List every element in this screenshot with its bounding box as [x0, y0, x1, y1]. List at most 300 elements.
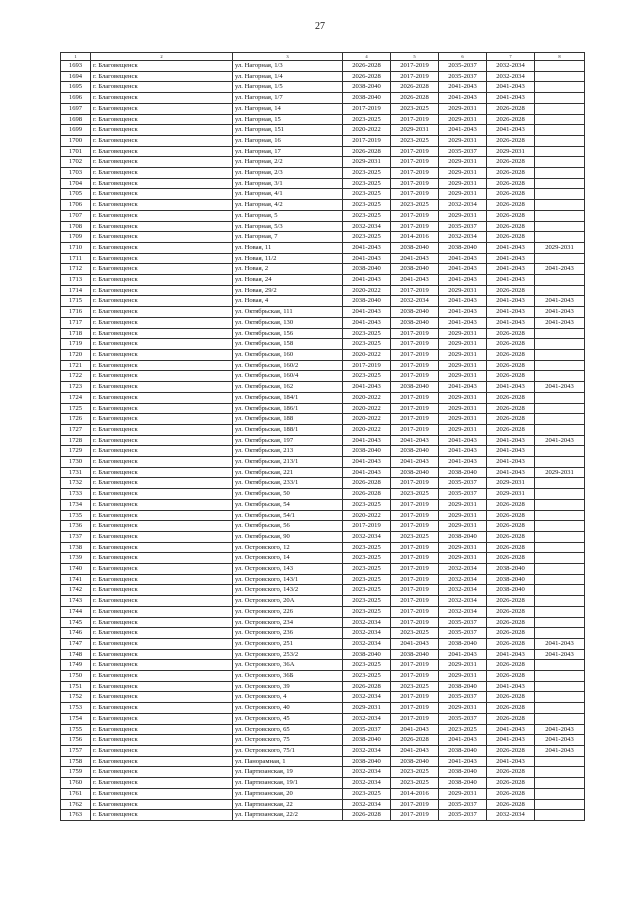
city-cell: г. Благовещенск [91, 360, 233, 371]
period-cell: 2017-2019 [391, 371, 439, 382]
period-cell: 2026-2028 [343, 681, 391, 692]
period-cell: 2026-2028 [487, 232, 535, 243]
period-cell: 2038-2040 [391, 382, 439, 393]
address-cell: ул. Островского, 234 [233, 617, 343, 628]
city-cell: г. Благовещенск [91, 328, 233, 339]
city-cell: г. Благовещенск [91, 810, 233, 821]
period-cell: 2041-2043 [391, 746, 439, 757]
period-cell: 2026-2028 [487, 628, 535, 639]
period-cell: 2029-2031 [439, 189, 487, 200]
period-cell: 2023-2025 [343, 328, 391, 339]
table-row [61, 671, 585, 682]
period-cell: 2023-2025 [439, 724, 487, 735]
period-cell: 2026-2028 [487, 510, 535, 521]
period-cell: 2038-2040 [439, 767, 487, 778]
period-cell: 2017-2019 [391, 671, 439, 682]
period-cell: 2032-2034 [343, 746, 391, 757]
table-row [61, 628, 585, 639]
row-number: 1699 [61, 125, 91, 136]
period-cell: 2041-2043 [439, 82, 487, 93]
period-cell: 2041-2043 [343, 242, 391, 253]
period-cell: 2029-2031 [439, 371, 487, 382]
period-cell: 2020-2022 [343, 285, 391, 296]
period-cell: 2023-2025 [343, 542, 391, 553]
address-cell: ул. Нагорная, 151 [233, 125, 343, 136]
period-cell: 2029-2031 [439, 339, 487, 350]
period-cell [535, 542, 585, 553]
period-cell: 2020-2022 [343, 424, 391, 435]
row-number: 1744 [61, 606, 91, 617]
period-cell [535, 168, 585, 179]
period-cell: 2020-2022 [343, 392, 391, 403]
period-cell: 2017-2019 [391, 414, 439, 425]
row-number: 1700 [61, 135, 91, 146]
period-cell: 2032-2034 [439, 574, 487, 585]
period-cell: 2026-2028 [487, 403, 535, 414]
period-cell: 2029-2031 [439, 178, 487, 189]
table-row [61, 435, 585, 446]
table-row [61, 521, 585, 532]
period-cell: 2023-2025 [391, 135, 439, 146]
period-cell [535, 71, 585, 82]
table-row [61, 114, 585, 125]
row-number: 1754 [61, 713, 91, 724]
period-cell: 2017-2019 [391, 349, 439, 360]
period-cell: 2020-2022 [343, 403, 391, 414]
address-cell: ул. Островского, 45 [233, 713, 343, 724]
row-number: 1718 [61, 328, 91, 339]
period-cell: 2041-2043 [439, 756, 487, 767]
address-cell: ул. Нагорная, 1/5 [233, 82, 343, 93]
period-cell: 2023-2025 [343, 339, 391, 350]
period-cell: 2023-2025 [343, 564, 391, 575]
table-row [61, 606, 585, 617]
table-row [61, 499, 585, 510]
address-cell: ул. Октябрьская, 221 [233, 467, 343, 478]
address-cell: ул. Нагорная, 4/1 [233, 189, 343, 200]
period-cell: 2026-2028 [487, 392, 535, 403]
period-cell [535, 521, 585, 532]
period-cell: 2029-2031 [439, 360, 487, 371]
row-number: 1737 [61, 531, 91, 542]
address-cell: ул. Нагорная, 1/4 [233, 71, 343, 82]
city-cell: г. Благовещенск [91, 735, 233, 746]
table-row [61, 596, 585, 607]
city-cell: г. Благовещенск [91, 457, 233, 468]
row-number: 1703 [61, 168, 91, 179]
period-cell: 2032-2034 [343, 713, 391, 724]
table-row [61, 146, 585, 157]
row-number: 1729 [61, 446, 91, 457]
table-row [61, 253, 585, 264]
period-cell [535, 681, 585, 692]
period-cell: 2041-2043 [439, 457, 487, 468]
city-cell: г. Благовещенск [91, 414, 233, 425]
period-cell: 2041-2043 [343, 275, 391, 286]
period-cell: 2041-2043 [439, 735, 487, 746]
period-cell: 2026-2028 [487, 778, 535, 789]
column-number: 2 [91, 53, 233, 61]
period-cell: 2041-2043 [487, 457, 535, 468]
period-cell: 2023-2025 [343, 596, 391, 607]
period-cell: 2017-2019 [391, 574, 439, 585]
period-cell: 2032-2034 [343, 799, 391, 810]
period-cell: 2026-2028 [487, 660, 535, 671]
table-row [61, 371, 585, 382]
period-cell: 2041-2043 [535, 649, 585, 660]
period-cell [535, 200, 585, 211]
city-cell: г. Благовещенск [91, 671, 233, 682]
period-cell: 2038-2040 [487, 574, 535, 585]
period-cell: 2017-2019 [343, 360, 391, 371]
table-row [61, 189, 585, 200]
period-cell: 2029-2031 [439, 157, 487, 168]
address-cell: ул. Нагорная, 15 [233, 114, 343, 125]
row-number: 1733 [61, 489, 91, 500]
city-cell: г. Благовещенск [91, 617, 233, 628]
period-cell: 2035-2037 [439, 489, 487, 500]
address-cell: ул. Октябрьская, 56 [233, 521, 343, 532]
city-cell: г. Благовещенск [91, 628, 233, 639]
table-row [61, 735, 585, 746]
period-cell: 2035-2037 [439, 799, 487, 810]
row-number: 1728 [61, 435, 91, 446]
row-number: 1750 [61, 671, 91, 682]
period-cell: 2041-2043 [487, 125, 535, 136]
address-cell: ул. Октябрьская, 50 [233, 489, 343, 500]
city-cell: г. Благовещенск [91, 371, 233, 382]
period-cell [535, 232, 585, 243]
period-cell [535, 499, 585, 510]
address-cell: ул. Островского, 4 [233, 692, 343, 703]
period-cell: 2017-2019 [391, 221, 439, 232]
period-cell: 2035-2037 [439, 146, 487, 157]
period-cell: 2026-2028 [487, 178, 535, 189]
period-cell: 2041-2043 [439, 382, 487, 393]
table-row [61, 349, 585, 360]
period-cell: 2026-2028 [487, 521, 535, 532]
address-cell: ул. Островского, 143/1 [233, 574, 343, 585]
address-cell: ул. Октябрьская, 188 [233, 414, 343, 425]
period-cell: 2023-2025 [343, 788, 391, 799]
period-cell: 2023-2025 [343, 178, 391, 189]
table-row [61, 157, 585, 168]
period-cell: 2026-2028 [487, 746, 535, 757]
period-cell: 2017-2019 [391, 285, 439, 296]
table-row [61, 414, 585, 425]
city-cell: г. Благовещенск [91, 585, 233, 596]
period-cell: 2026-2028 [487, 349, 535, 360]
table-row [61, 531, 585, 542]
period-cell: 2026-2028 [487, 200, 535, 211]
address-cell: ул. Октябрьская, 197 [233, 435, 343, 446]
row-number: 1719 [61, 339, 91, 350]
period-cell [535, 189, 585, 200]
row-number: 1758 [61, 756, 91, 767]
period-cell [535, 799, 585, 810]
period-cell: 2017-2019 [391, 596, 439, 607]
period-cell [535, 146, 585, 157]
address-cell: ул. Нагорная, 17 [233, 146, 343, 157]
period-cell: 2017-2019 [391, 178, 439, 189]
period-cell: 2017-2019 [343, 521, 391, 532]
period-cell: 2026-2028 [487, 285, 535, 296]
city-cell: г. Благовещенск [91, 606, 233, 617]
period-cell: 2026-2028 [487, 414, 535, 425]
table-row [61, 424, 585, 435]
period-cell: 2029-2031 [439, 553, 487, 564]
period-cell: 2023-2025 [391, 681, 439, 692]
address-cell: ул. Новая, 11/2 [233, 253, 343, 264]
address-cell: ул. Островского, 65 [233, 724, 343, 735]
period-cell: 2041-2043 [487, 446, 535, 457]
period-cell: 2032-2034 [439, 232, 487, 243]
period-cell [535, 564, 585, 575]
period-cell: 2032-2034 [439, 596, 487, 607]
table-row [61, 200, 585, 211]
row-number: 1734 [61, 499, 91, 510]
period-cell [535, 82, 585, 93]
row-number: 1694 [61, 71, 91, 82]
address-cell: ул. Островского, 36А [233, 660, 343, 671]
period-cell: 2023-2025 [343, 606, 391, 617]
period-cell: 2029-2031 [439, 788, 487, 799]
period-cell: 2038-2040 [487, 564, 535, 575]
period-cell [535, 253, 585, 264]
period-cell: 2017-2019 [391, 478, 439, 489]
period-cell: 2014-2016 [391, 232, 439, 243]
period-cell [535, 221, 585, 232]
period-cell: 2023-2025 [343, 232, 391, 243]
period-cell [535, 157, 585, 168]
period-cell: 2026-2028 [343, 71, 391, 82]
column-number: 8 [535, 53, 585, 61]
table-row [61, 317, 585, 328]
period-cell [535, 275, 585, 286]
period-cell: 2026-2028 [343, 146, 391, 157]
period-cell: 2041-2043 [343, 317, 391, 328]
period-cell: 2041-2043 [439, 253, 487, 264]
column-number: 6 [439, 53, 487, 61]
period-cell: 2038-2040 [343, 649, 391, 660]
column-number-row [61, 53, 585, 61]
city-cell: г. Благовещенск [91, 221, 233, 232]
table-row [61, 713, 585, 724]
period-cell: 2038-2040 [343, 756, 391, 767]
period-cell: 2038-2040 [391, 317, 439, 328]
address-cell: ул. Нагорная, 1/3 [233, 61, 343, 72]
period-cell: 2029-2031 [439, 510, 487, 521]
city-cell: г. Благовещенск [91, 446, 233, 457]
column-number: 5 [391, 53, 439, 61]
city-cell: г. Благовещенск [91, 189, 233, 200]
city-cell: г. Благовещенск [91, 638, 233, 649]
period-cell: 2026-2028 [487, 103, 535, 114]
period-cell [535, 671, 585, 682]
period-cell: 2017-2019 [391, 617, 439, 628]
period-cell: 2041-2043 [439, 125, 487, 136]
period-cell: 2029-2031 [439, 168, 487, 179]
period-cell: 2029-2031 [439, 499, 487, 510]
table-row [61, 296, 585, 307]
table-row [61, 703, 585, 714]
row-number: 1722 [61, 371, 91, 382]
period-cell: 2023-2025 [391, 628, 439, 639]
period-cell: 2032-2034 [343, 778, 391, 789]
period-cell: 2017-2019 [391, 61, 439, 72]
address-cell: ул. Октябрьская, 162 [233, 382, 343, 393]
table-row [61, 210, 585, 221]
period-cell: 2026-2028 [487, 168, 535, 179]
period-cell: 2038-2040 [343, 296, 391, 307]
row-number: 1715 [61, 296, 91, 307]
table-row [61, 328, 585, 339]
period-cell: 2023-2025 [343, 499, 391, 510]
row-number: 1717 [61, 317, 91, 328]
period-cell: 2029-2031 [439, 349, 487, 360]
period-cell: 2017-2019 [391, 660, 439, 671]
city-cell: г. Благовещенск [91, 778, 233, 789]
row-number: 1714 [61, 285, 91, 296]
row-number: 1752 [61, 692, 91, 703]
table-row [61, 82, 585, 93]
table-row [61, 135, 585, 146]
period-cell: 2029-2031 [439, 671, 487, 682]
city-cell: г. Благовещенск [91, 467, 233, 478]
address-cell: ул. Островского, 12 [233, 542, 343, 553]
table-row [61, 724, 585, 735]
table-row [61, 467, 585, 478]
city-cell: г. Благовещенск [91, 135, 233, 146]
row-number: 1698 [61, 114, 91, 125]
row-number: 1727 [61, 424, 91, 435]
period-cell: 2041-2043 [391, 457, 439, 468]
row-number: 1759 [61, 767, 91, 778]
period-cell: 2041-2043 [391, 724, 439, 735]
period-cell: 2041-2043 [391, 275, 439, 286]
table-row [61, 392, 585, 403]
period-cell [535, 767, 585, 778]
period-cell: 2026-2028 [343, 478, 391, 489]
table-row [61, 553, 585, 564]
row-number: 1741 [61, 574, 91, 585]
table-body [61, 53, 585, 821]
period-cell: 2026-2028 [487, 371, 535, 382]
period-cell [535, 349, 585, 360]
period-cell: 2026-2028 [487, 542, 535, 553]
row-number: 1709 [61, 232, 91, 243]
address-cell: ул. Октябрьская, 90 [233, 531, 343, 542]
table-row [61, 489, 585, 500]
period-cell [535, 93, 585, 104]
period-cell: 2038-2040 [391, 467, 439, 478]
period-cell: 2029-2031 [439, 660, 487, 671]
period-cell: 2041-2043 [487, 756, 535, 767]
period-cell: 2029-2031 [439, 135, 487, 146]
period-cell: 2026-2028 [391, 82, 439, 93]
row-number: 1707 [61, 210, 91, 221]
period-cell: 2017-2019 [391, 542, 439, 553]
address-cell: ул. Островского, 251 [233, 638, 343, 649]
city-cell: г. Благовещенск [91, 114, 233, 125]
period-cell [535, 339, 585, 350]
address-cell: ул. Нагорная, 1/7 [233, 93, 343, 104]
period-cell: 2017-2019 [391, 692, 439, 703]
period-cell: 2029-2031 [535, 242, 585, 253]
table-row [61, 778, 585, 789]
table-row [61, 103, 585, 114]
table-row [61, 788, 585, 799]
row-number: 1701 [61, 146, 91, 157]
period-cell: 2041-2043 [535, 296, 585, 307]
period-cell: 2023-2025 [391, 200, 439, 211]
period-cell: 2023-2025 [343, 553, 391, 564]
period-cell [535, 778, 585, 789]
table-row [61, 125, 585, 136]
period-cell: 2041-2043 [343, 467, 391, 478]
period-cell: 2041-2043 [343, 435, 391, 446]
period-cell: 2038-2040 [391, 264, 439, 275]
period-cell: 2026-2028 [487, 703, 535, 714]
table-row [61, 810, 585, 821]
period-cell: 2017-2019 [391, 553, 439, 564]
address-cell: ул. Островского, 20А [233, 596, 343, 607]
city-cell: г. Благовещенск [91, 799, 233, 810]
city-cell: г. Благовещенск [91, 564, 233, 575]
period-cell: 2041-2043 [439, 296, 487, 307]
period-cell: 2023-2025 [391, 531, 439, 542]
table-row [61, 61, 585, 72]
row-number: 1743 [61, 596, 91, 607]
address-cell: ул. Нагорная, 2/3 [233, 168, 343, 179]
period-cell: 2026-2028 [487, 499, 535, 510]
row-number: 1702 [61, 157, 91, 168]
table-row [61, 649, 585, 660]
city-cell: г. Благовещенск [91, 232, 233, 243]
period-cell: 2041-2043 [487, 93, 535, 104]
period-cell: 2017-2019 [391, 424, 439, 435]
period-cell: 2029-2031 [439, 103, 487, 114]
address-cell: ул. Октябрьская, 156 [233, 328, 343, 339]
city-cell: г. Благовещенск [91, 82, 233, 93]
row-number: 1761 [61, 788, 91, 799]
period-cell: 2026-2028 [487, 531, 535, 542]
period-cell: 2026-2028 [487, 189, 535, 200]
period-cell: 2038-2040 [343, 264, 391, 275]
period-cell: 2029-2031 [535, 467, 585, 478]
address-cell: ул. Панорамная, 1 [233, 756, 343, 767]
address-cell: ул. Партизанская, 20 [233, 788, 343, 799]
period-cell: 2026-2028 [487, 767, 535, 778]
period-cell [535, 114, 585, 125]
period-cell [535, 285, 585, 296]
address-cell: ул. Партизанская, 19 [233, 767, 343, 778]
address-cell: ул. Партизанская, 22/2 [233, 810, 343, 821]
period-cell: 2029-2031 [487, 478, 535, 489]
period-cell: 2026-2028 [487, 692, 535, 703]
period-cell: 2041-2043 [391, 435, 439, 446]
row-number: 1731 [61, 467, 91, 478]
row-number: 1696 [61, 93, 91, 104]
period-cell: 2041-2043 [343, 457, 391, 468]
table-row [61, 307, 585, 318]
table-row [61, 585, 585, 596]
period-cell [535, 125, 585, 136]
address-cell: ул. Новая, 11 [233, 242, 343, 253]
period-cell: 2035-2037 [439, 221, 487, 232]
period-cell: 2038-2040 [343, 82, 391, 93]
row-number: 1710 [61, 242, 91, 253]
